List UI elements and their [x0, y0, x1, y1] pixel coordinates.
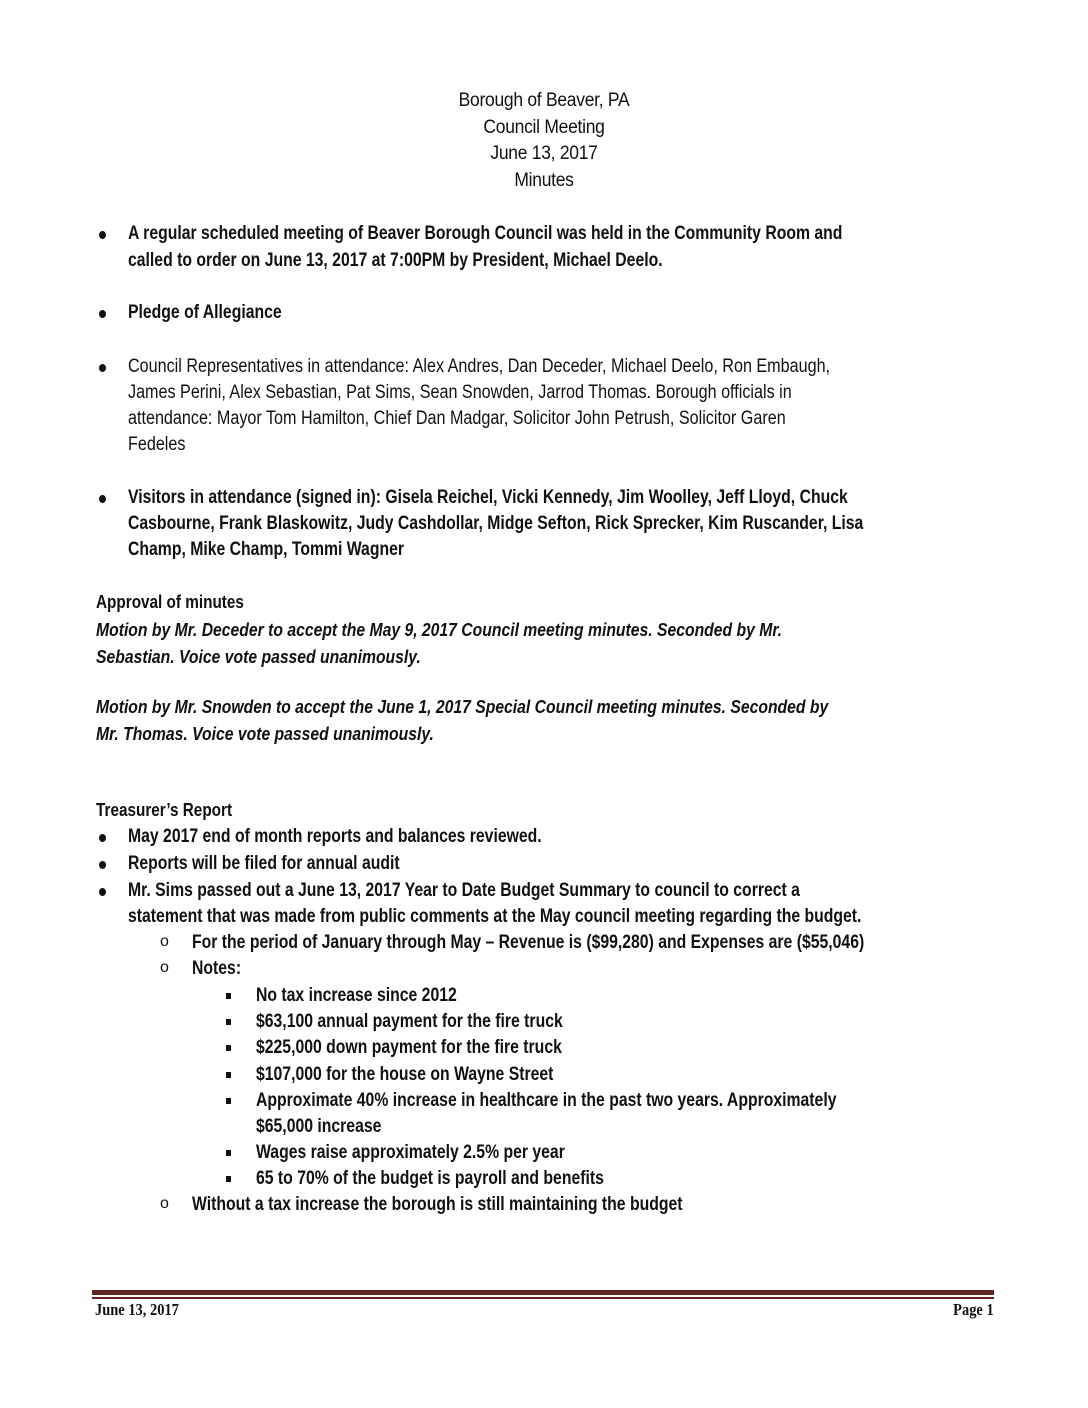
bullet-icon	[99, 495, 106, 503]
treasurer-heading: Treasurer’s Report	[96, 800, 233, 820]
footer-page-number: Page 1	[953, 1300, 994, 1319]
treasurer-bullet-2: Reports will be filed for annual audit	[128, 853, 400, 874]
budget-maintained-line: Without a tax increase the borough is still maintaining the budget	[192, 1194, 683, 1215]
note-5-line-2: $65,000 increase	[256, 1116, 382, 1137]
visitors-line-1: Visitors in attendance (signed in): Gisela Reichel, Vicki Kennedy, Jim Woolley, Jeff Lloyd, Chuck	[128, 487, 848, 508]
pledge-of-allegiance: Pledge of Allegiance	[128, 302, 282, 323]
notes-label: Notes:	[192, 958, 242, 979]
note-4: $107,000 for the house on Wayne Street	[256, 1064, 554, 1085]
bullet-icon	[99, 231, 106, 239]
note-1: No tax increase since 2012	[256, 985, 457, 1006]
square-bullet-icon	[226, 1098, 231, 1104]
square-bullet-icon	[226, 1150, 231, 1156]
note-6: Wages raise approximately 2.5% per year	[256, 1142, 565, 1163]
square-bullet-icon	[226, 1019, 231, 1025]
document-title-block	[0, 88, 1088, 194]
approval-heading: Approval of minutes	[96, 592, 244, 612]
circle-bullet-icon: o	[160, 933, 169, 950]
council-attendance-line-4: Fedeles	[128, 434, 186, 455]
circle-bullet-icon: o	[160, 1195, 169, 1212]
bullet-icon	[99, 310, 106, 318]
council-attendance-line-1: Council Representatives in attendance: Alex Andres, Dan Deceder, Michael Deelo, Ron Embaugh,	[128, 356, 831, 377]
council-attendance-line-3: attendance: Mayor Tom Hamilton, Chief Dan Madgar, Solicitor John Petrush, Solicitor Garen	[128, 408, 786, 429]
bullet-icon	[99, 834, 106, 842]
bullet-icon	[99, 364, 106, 372]
footer-date: June 13, 2017	[95, 1300, 179, 1319]
motion-2-line-2: Mr. Thomas. Voice vote passed unanimously.	[96, 723, 434, 744]
title-date: June 13, 2017	[490, 143, 598, 164]
note-3: $225,000 down payment for the fire truck	[256, 1037, 562, 1058]
treasurer-bullet-3-line-2: statement that was made from public comments at the May council meeting regarding the budget.	[128, 906, 862, 927]
note-7: 65 to 70% of the budget is payroll and benefits	[256, 1168, 604, 1189]
footer-rule-thin	[92, 1297, 994, 1299]
note-2: $63,100 annual payment for the fire truck	[256, 1011, 563, 1032]
motion-2-line-1: Motion by Mr. Snowden to accept the June 1, 2017 Special Council meeting minutes. Seconded by	[96, 696, 829, 717]
council-attendance-line-2: James Perini, Alex Sebastian, Pat Sims, Sean Snowden, Jarrod Thomas. Borough officials in	[128, 382, 792, 403]
treasurer-bullet-1: May 2017 end of month reports and balances reviewed.	[128, 826, 542, 847]
footer-rule-thick	[92, 1290, 994, 1295]
square-bullet-icon	[226, 1176, 231, 1182]
bullet-icon	[99, 861, 106, 869]
visitors-line-2: Casbourne, Frank Blaskowitz, Judy Cashdollar, Midge Sefton, Rick Sprecker, Kim Ruscander, Lisa	[128, 513, 864, 534]
motion-1-line-2: Sebastian. Voice vote passed unanimously.	[96, 646, 421, 667]
revenue-expenses-line: For the period of January through May – Revenue is ($99,280) and Expenses are ($55,046)	[192, 932, 865, 953]
visitors-line-3: Champ, Mike Champ, Tommi Wagner	[128, 539, 405, 560]
treasurer-bullet-3-line-1: Mr. Sims passed out a June 13, 2017 Year to Date Budget Summary to council to correct a	[128, 880, 800, 901]
circle-bullet-icon: o	[160, 959, 169, 976]
title-meeting: Council Meeting	[483, 116, 605, 138]
title-minutes: Minutes	[514, 169, 574, 191]
call-to-order-line-2: called to order on June 13, 2017 at 7:00PM by President, Michael Deelo.	[128, 250, 663, 271]
bullet-icon	[99, 888, 106, 896]
note-5-line-1: Approximate 40% increase in healthcare in the past two years. Approximately	[256, 1090, 837, 1111]
square-bullet-icon	[226, 1045, 231, 1051]
square-bullet-icon	[226, 1072, 231, 1078]
square-bullet-icon	[226, 993, 231, 999]
call-to-order-line-1: A regular scheduled meeting of Beaver Borough Council was held in the Community Room and	[128, 223, 843, 244]
motion-1-line-1: Motion by Mr. Deceder to accept the May 9, 2017 Council meeting minutes. Seconded by Mr.	[96, 619, 782, 640]
title-borough: Borough of Beaver, PA	[458, 90, 630, 111]
